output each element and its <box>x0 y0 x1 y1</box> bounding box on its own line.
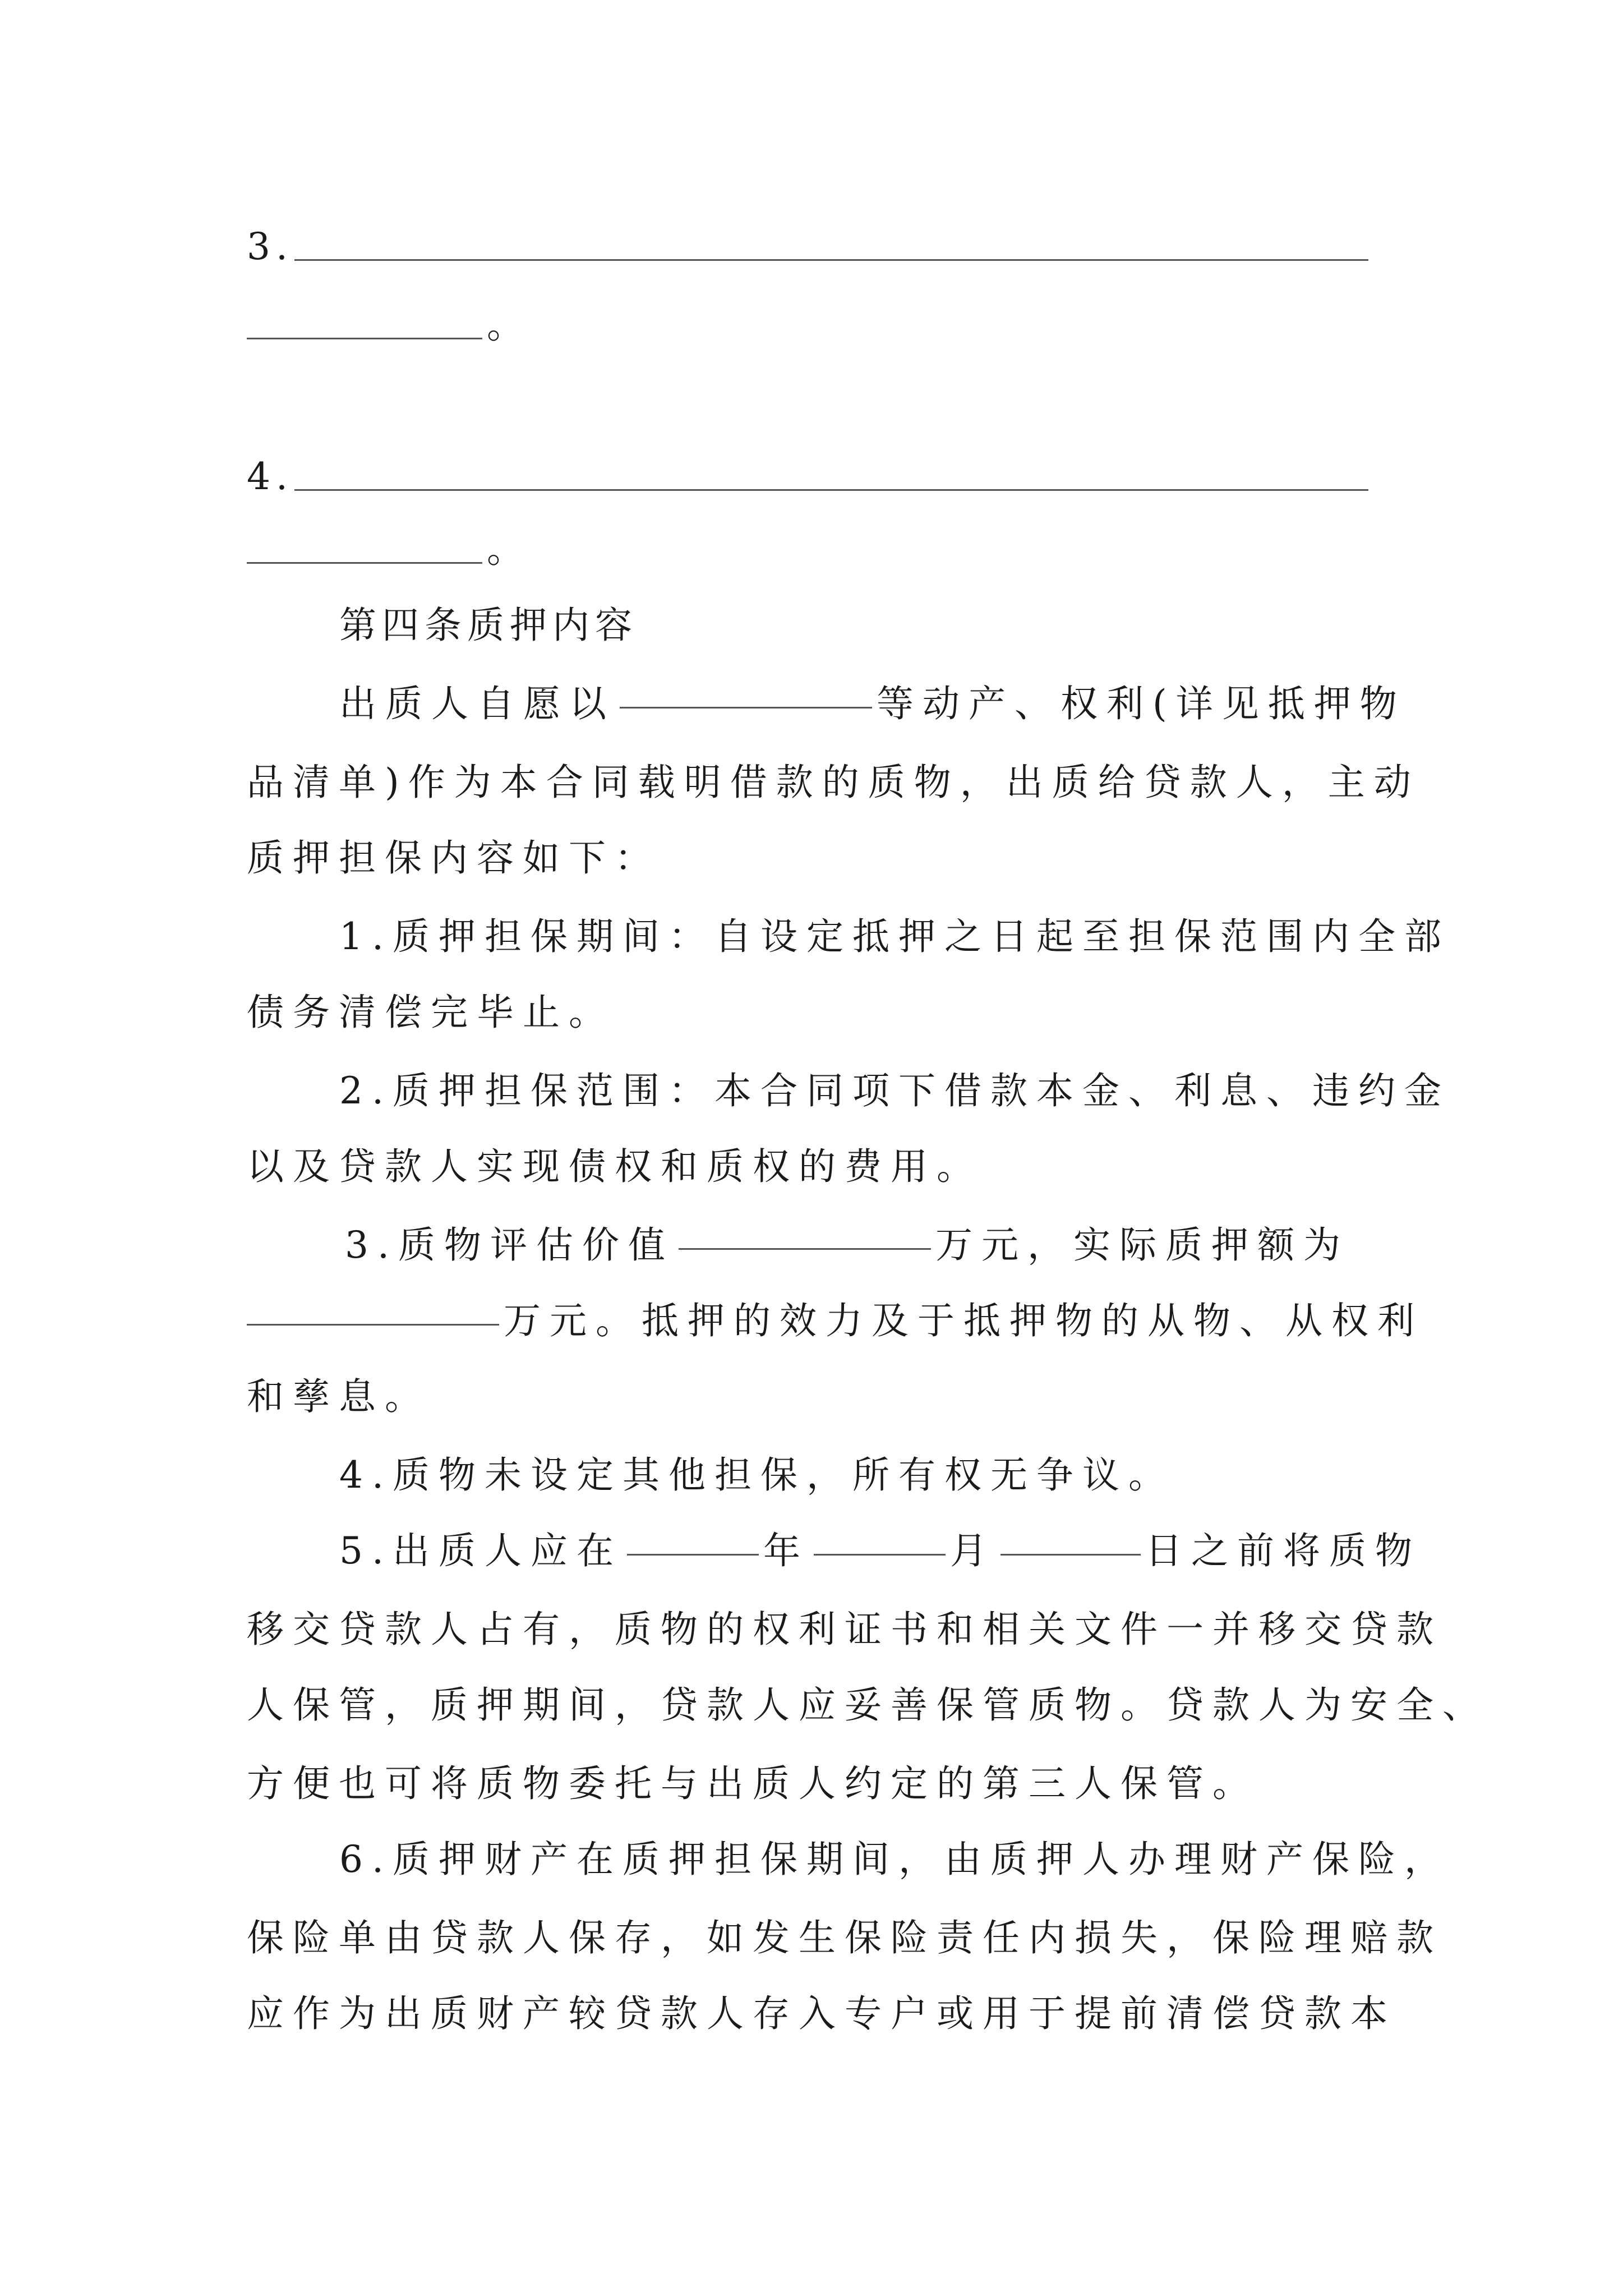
fill-in-line <box>294 259 1368 261</box>
fill-in-blank <box>679 1248 931 1250</box>
fill-in-blank <box>620 707 872 708</box>
fill-in-line <box>294 489 1368 491</box>
clause-1-line: 1.质押担保期间：自设定抵押之日起至担保范围内全部 <box>339 915 1450 958</box>
fill-in-blank <box>1000 1554 1141 1556</box>
clause-3-line: 万元。抵押的效力及于抵押物的从物、从权利 <box>247 1293 1396 1349</box>
clause-5-line: 移交贷款人占有，质物的权利证书和相关文件一并移交贷款 <box>247 1608 1442 1651</box>
list-item-label: 4. <box>247 455 293 498</box>
fill-in-blank <box>627 1554 759 1556</box>
list-item-4 <box>247 449 1396 505</box>
clause-1-line: 债务清偿完毕止。 <box>247 991 615 1034</box>
clause-3-line: 3.质物评估价值 万元，实际质押额为 <box>345 1223 1349 1267</box>
clause-2-line: 以及贷款人实现债权和质权的费用。 <box>247 1145 983 1188</box>
clause-6-line: 应作为出质财产较贷款人存入专户或用于提前清偿贷款本 <box>247 1992 1396 2035</box>
fill-in-blank <box>247 1324 499 1326</box>
clause-6-line: 6.质押财产在质押担保期间，由质押人办理财产保险， <box>339 1838 1450 1881</box>
paragraph-line: 出质人自愿以 等动产、权利(详见抵押物 <box>339 682 1406 725</box>
paragraph-line: 品清单)作为本合同载明借款的质物，出质给贷款人，主动 <box>247 761 1420 804</box>
fill-in-blank <box>814 1554 946 1556</box>
list-item-3 <box>247 219 1396 275</box>
list-item-end: 。 <box>487 303 529 347</box>
clause-6-line: 保险单由贷款人保存，如发生保险责任内损失，保险理赔款 <box>247 1916 1442 1959</box>
section-heading: 第四条质押内容 <box>339 604 638 647</box>
fill-in-line <box>247 338 482 339</box>
paragraph-line: 质押担保内容如下： <box>247 836 661 880</box>
clause-2-line: 2.质押担保范围：本合同项下借款本金、利息、违约金 <box>339 1069 1450 1112</box>
clause-4-line: 4.质物未设定其他担保，所有权无争议。 <box>339 1453 1174 1497</box>
clause-5-line: 人保管，质押期间，贷款人应妥善保管质物。贷款人为安全、 <box>247 1683 1488 1727</box>
list-item-label: 3. <box>247 225 293 268</box>
fill-in-line <box>247 562 482 564</box>
list-item-end: 。 <box>487 528 529 571</box>
clause-3-line: 和孳息。 <box>247 1375 431 1418</box>
clause-5-line: 5.出质人应在 年 月 日之前将质物 <box>339 1529 1421 1572</box>
clause-5-line: 方便也可将质物委托与出质人约定的第三人保管。 <box>247 1762 1258 1805</box>
